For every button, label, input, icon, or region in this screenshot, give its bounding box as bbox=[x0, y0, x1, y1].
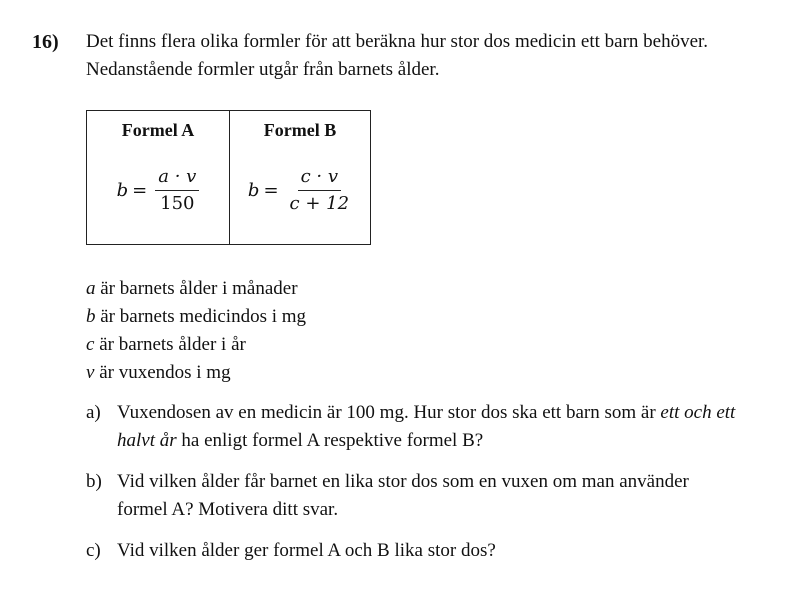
formula-a-equals: = bbox=[132, 180, 148, 201]
definition-text: är barnets ålder i månader bbox=[95, 278, 298, 299]
formula-b-equals: = bbox=[263, 180, 279, 201]
subquestion-a-label: a) bbox=[86, 402, 101, 423]
formula-a-numerator: a · v bbox=[155, 166, 199, 191]
formula-b-header: Formel B bbox=[263, 120, 337, 140]
formula-a-cell bbox=[87, 111, 230, 244]
formula-b-cell bbox=[230, 111, 370, 244]
formula-b-lhs: b bbox=[247, 180, 260, 201]
subquestion-a-line-2 bbox=[117, 430, 483, 452]
formula-a-denominator: 150 bbox=[160, 193, 195, 214]
definition-var: a bbox=[86, 278, 96, 299]
question-number: 16) bbox=[32, 31, 59, 53]
subquestion-a-text: ha enligt formel A respektive formel B? bbox=[176, 430, 484, 451]
subquestion-b-line-2: formel A? Motivera ditt svar. bbox=[117, 499, 339, 520]
subquestion-b-line-1: Vid vilken ålder får barnet en lika stor dos som en vuxen om man använder bbox=[117, 471, 689, 492]
intro-line-1: Det finns flera olika formler för att beräkna hur stor dos medicin ett barn behöver. bbox=[86, 31, 709, 52]
subquestion-b-label: b) bbox=[86, 471, 102, 492]
subquestion-a-emphasis: ett och ett bbox=[660, 402, 736, 423]
definition-text: är vuxendos i mg bbox=[94, 362, 231, 383]
formula-b bbox=[230, 166, 370, 215]
formula-table bbox=[86, 110, 371, 245]
definition-v bbox=[86, 362, 231, 384]
definition-text: är barnets ålder i år bbox=[94, 334, 246, 355]
subquestion-c-line-1: Vid vilken ålder ger formel A och B lika stor dos? bbox=[117, 540, 496, 561]
definition-text: är barnets medicindos i mg bbox=[95, 306, 307, 327]
definition-c bbox=[86, 334, 246, 356]
definition-var: c bbox=[86, 334, 95, 355]
formula-a-header: Formel A bbox=[121, 120, 195, 140]
definition-var: v bbox=[86, 362, 95, 383]
definition-var: b bbox=[86, 306, 96, 327]
formula-b-denominator: c + 12 bbox=[289, 193, 350, 214]
subquestion-a-emphasis: halvt år bbox=[117, 430, 177, 451]
formula-a bbox=[87, 166, 229, 215]
subquestion-a-text: Vuxendosen av en medicin är 100 mg. Hur stor dos ska ett barn som är bbox=[117, 402, 661, 423]
definition-a bbox=[86, 278, 298, 300]
formula-a-lhs: b bbox=[116, 180, 129, 201]
formula-a-fraction bbox=[155, 166, 199, 215]
formula-b-fraction bbox=[287, 166, 353, 215]
formula-b-numerator: c · v bbox=[298, 166, 341, 191]
subquestion-c-label: c) bbox=[86, 540, 101, 561]
subquestion-a-line-1 bbox=[117, 402, 735, 424]
definition-b bbox=[86, 306, 306, 328]
intro-line-2: Nedanstående formler utgår från barnets ålder. bbox=[86, 59, 440, 80]
